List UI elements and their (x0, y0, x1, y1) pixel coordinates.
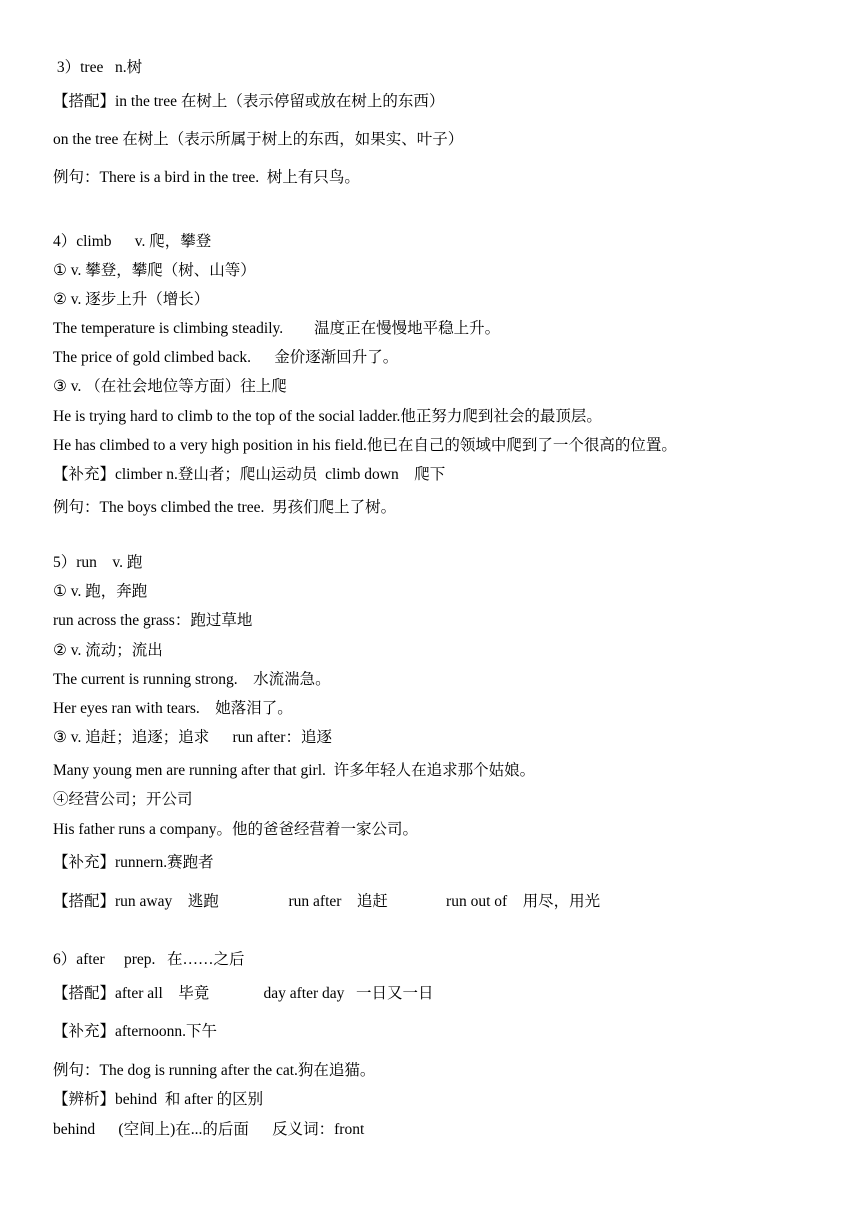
climb-example-4: He has climbed to a very high position in his field.他已在自己的领域中爬到了一个很高的位置。 (53, 437, 677, 454)
heading-climb: 4）climb v. 爬，攀登 (53, 233, 212, 250)
example-after: 例句：The dog is running after the cat.狗在追猫。 (53, 1062, 376, 1079)
run-example-2: The current is running strong. 水流湍急。 (53, 671, 331, 688)
climb-example-1: The temperature is climbing steadily. 温度正在慢慢地平稳上升。 (53, 320, 501, 337)
collocation-tree: 【搭配】in the tree 在树上（表示停留或放在树上的东西） (53, 93, 445, 110)
behind-definition: behind (空间上)在...的后面 反义词：front (53, 1121, 365, 1138)
collocation-after: 【搭配】after all 毕竟 day after day 一日又一日 (53, 985, 434, 1002)
climb-sense-2: ② v. 逐步上升（增长） (53, 291, 210, 308)
supplement-after: 【补充】afternoonn.下午 (53, 1023, 218, 1040)
heading-after: 6）after prep. 在……之后 (53, 951, 245, 968)
run-sense-3: ③ v. 追赶；追逐；追求 run after：追逐 (53, 729, 332, 746)
run-example-1: run across the grass：跑过草地 (53, 612, 253, 629)
collocation-run: 【搭配】run away 逃跑 run after 追赶 run out of 用尽，用光 (53, 893, 601, 910)
heading-tree: 3）tree n.树 (53, 59, 143, 76)
example-tree: 例句：There is a bird in the tree. 树上有只鸟。 (53, 169, 360, 186)
climb-example-3: He is trying hard to climb to the top of the social ladder.他正努力爬到社会的最顶层。 (53, 408, 602, 425)
run-example-5: His father runs a company。他的爸爸经营着一家公司。 (53, 821, 419, 838)
supplement-climb: 【补充】climber n.登山者；爬山运动员 climb down 爬下 (53, 466, 446, 483)
run-sense-2: ② v. 流动；流出 (53, 642, 163, 659)
climb-sense-3: ③ v. （在社会地位等方面）往上爬 (53, 378, 287, 395)
climb-sense-1: ① v. 攀登，攀爬（树、山等） (53, 262, 256, 279)
run-sense-1: ① v. 跑，奔跑 (53, 583, 148, 600)
analysis-behind-after: 【辨析】behind 和 after 的区别 (53, 1091, 264, 1108)
example-climb: 例句：The boys climbed the tree. 男孩们爬上了树。 (53, 499, 397, 516)
heading-run: 5）run v. 跑 (53, 554, 143, 571)
climb-example-2: The price of gold climbed back. 金价逐渐回升了。 (53, 349, 399, 366)
run-example-3: Her eyes ran with tears. 她落泪了。 (53, 700, 293, 717)
run-example-4: Many young men are running after that girl. 许多年轻人在追求那个姑娘。 (53, 762, 536, 779)
supplement-run: 【补充】runnern.赛跑者 (53, 854, 214, 871)
run-sense-4: ④经营公司；开公司 (53, 791, 193, 808)
collocation-tree-2: on the tree 在树上（表示所属于树上的东西，如果实、叶子） (53, 131, 464, 148)
